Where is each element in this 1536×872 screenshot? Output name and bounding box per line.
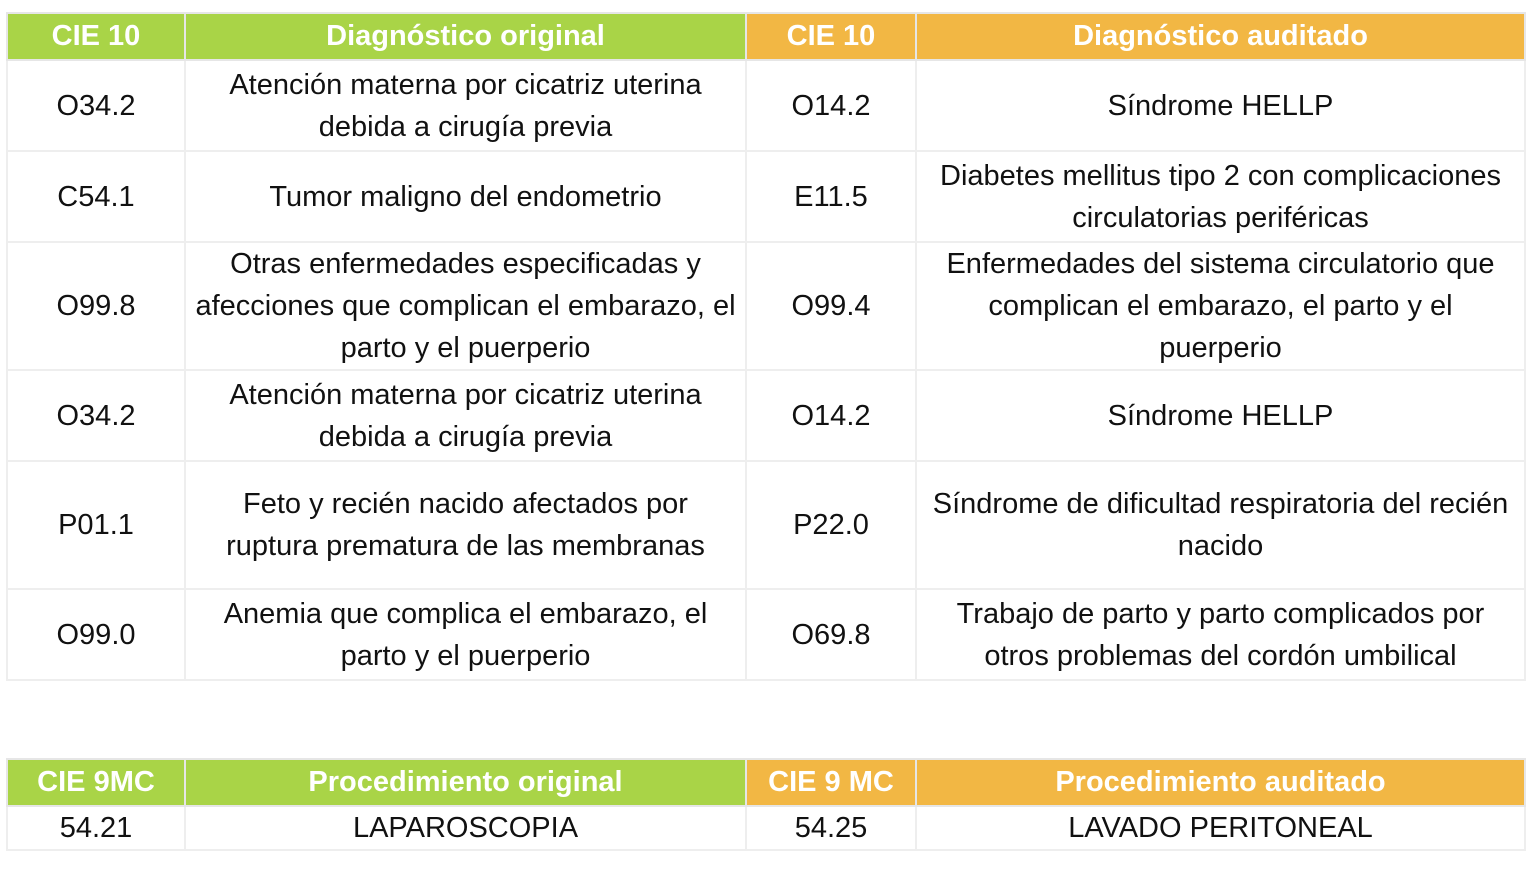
- diagnosis-table: [6, 12, 1526, 681]
- audited-description-cell: Diabetes mellitus tipo 2 con complicaciones circulatorias periféricas: [916, 151, 1525, 242]
- table-row: [7, 806, 1525, 850]
- original-description-cell: Feto y recién nacido afectados por ruptura prematura de las membranas: [185, 461, 746, 589]
- audited-description-cell: Síndrome de dificultad respiratoria del recién nacido: [916, 461, 1525, 589]
- audited-description-cell: LAVADO PERITONEAL: [916, 806, 1525, 850]
- audited-description-cell: Trabajo de parto y parto complicados por otros problemas del cordón umbilical: [916, 589, 1525, 680]
- table-row: [7, 370, 1525, 461]
- header-diagnostico-auditado: Diagnóstico auditado: [916, 13, 1525, 60]
- table-row: [7, 589, 1525, 680]
- procedure-table: [6, 758, 1526, 851]
- original-code-cell: 54.21: [7, 806, 185, 850]
- audited-description-cell: Síndrome HELLP: [916, 60, 1525, 151]
- audited-code-cell: O69.8: [746, 589, 916, 680]
- original-description-cell: Tumor maligno del endometrio: [185, 151, 746, 242]
- original-description-cell: Anemia que complica el embarazo, el parto y el puerperio: [185, 589, 746, 680]
- procedure-header-row: [7, 759, 1525, 806]
- original-code-cell: O34.2: [7, 60, 185, 151]
- header-diagnostico-original: Diagnóstico original: [185, 13, 746, 60]
- table-row: [7, 242, 1525, 370]
- table-row: [7, 151, 1525, 242]
- original-code-cell: O99.0: [7, 589, 185, 680]
- audited-code-cell: 54.25: [746, 806, 916, 850]
- original-code-cell: O34.2: [7, 370, 185, 461]
- original-code-cell: O99.8: [7, 242, 185, 370]
- audited-code-cell: O14.2: [746, 370, 916, 461]
- original-description-cell: LAPAROSCOPIA: [185, 806, 746, 850]
- audited-code-cell: P22.0: [746, 461, 916, 589]
- audited-code-cell: O14.2: [746, 60, 916, 151]
- diagnosis-header-row: [7, 13, 1525, 60]
- original-description-cell: Otras enfermedades especificadas y afecciones que complican el embarazo, el parto y el puerperio: [185, 242, 746, 370]
- audited-code-cell: E11.5: [746, 151, 916, 242]
- header-procedimiento-auditado: Procedimiento auditado: [916, 759, 1525, 806]
- header-cie10-audited: CIE 10: [746, 13, 916, 60]
- header-cie9mc-original: CIE 9MC: [7, 759, 185, 806]
- audited-description-cell: Síndrome HELLP: [916, 370, 1525, 461]
- original-code-cell: C54.1: [7, 151, 185, 242]
- header-cie9mc-audited: CIE 9 MC: [746, 759, 916, 806]
- audited-description-cell: Enfermedades del sistema circulatorio que complican el embarazo, el parto y el puerperio: [916, 242, 1525, 370]
- header-procedimiento-original: Procedimiento original: [185, 759, 746, 806]
- original-description-cell: Atención materna por cicatriz uterina debida a cirugía previa: [185, 60, 746, 151]
- table-row: [7, 461, 1525, 589]
- original-description-cell: Atención materna por cicatriz uterina debida a cirugía previa: [185, 370, 746, 461]
- header-cie10-original: CIE 10: [7, 13, 185, 60]
- table-row: [7, 60, 1525, 151]
- original-code-cell: P01.1: [7, 461, 185, 589]
- audited-code-cell: O99.4: [746, 242, 916, 370]
